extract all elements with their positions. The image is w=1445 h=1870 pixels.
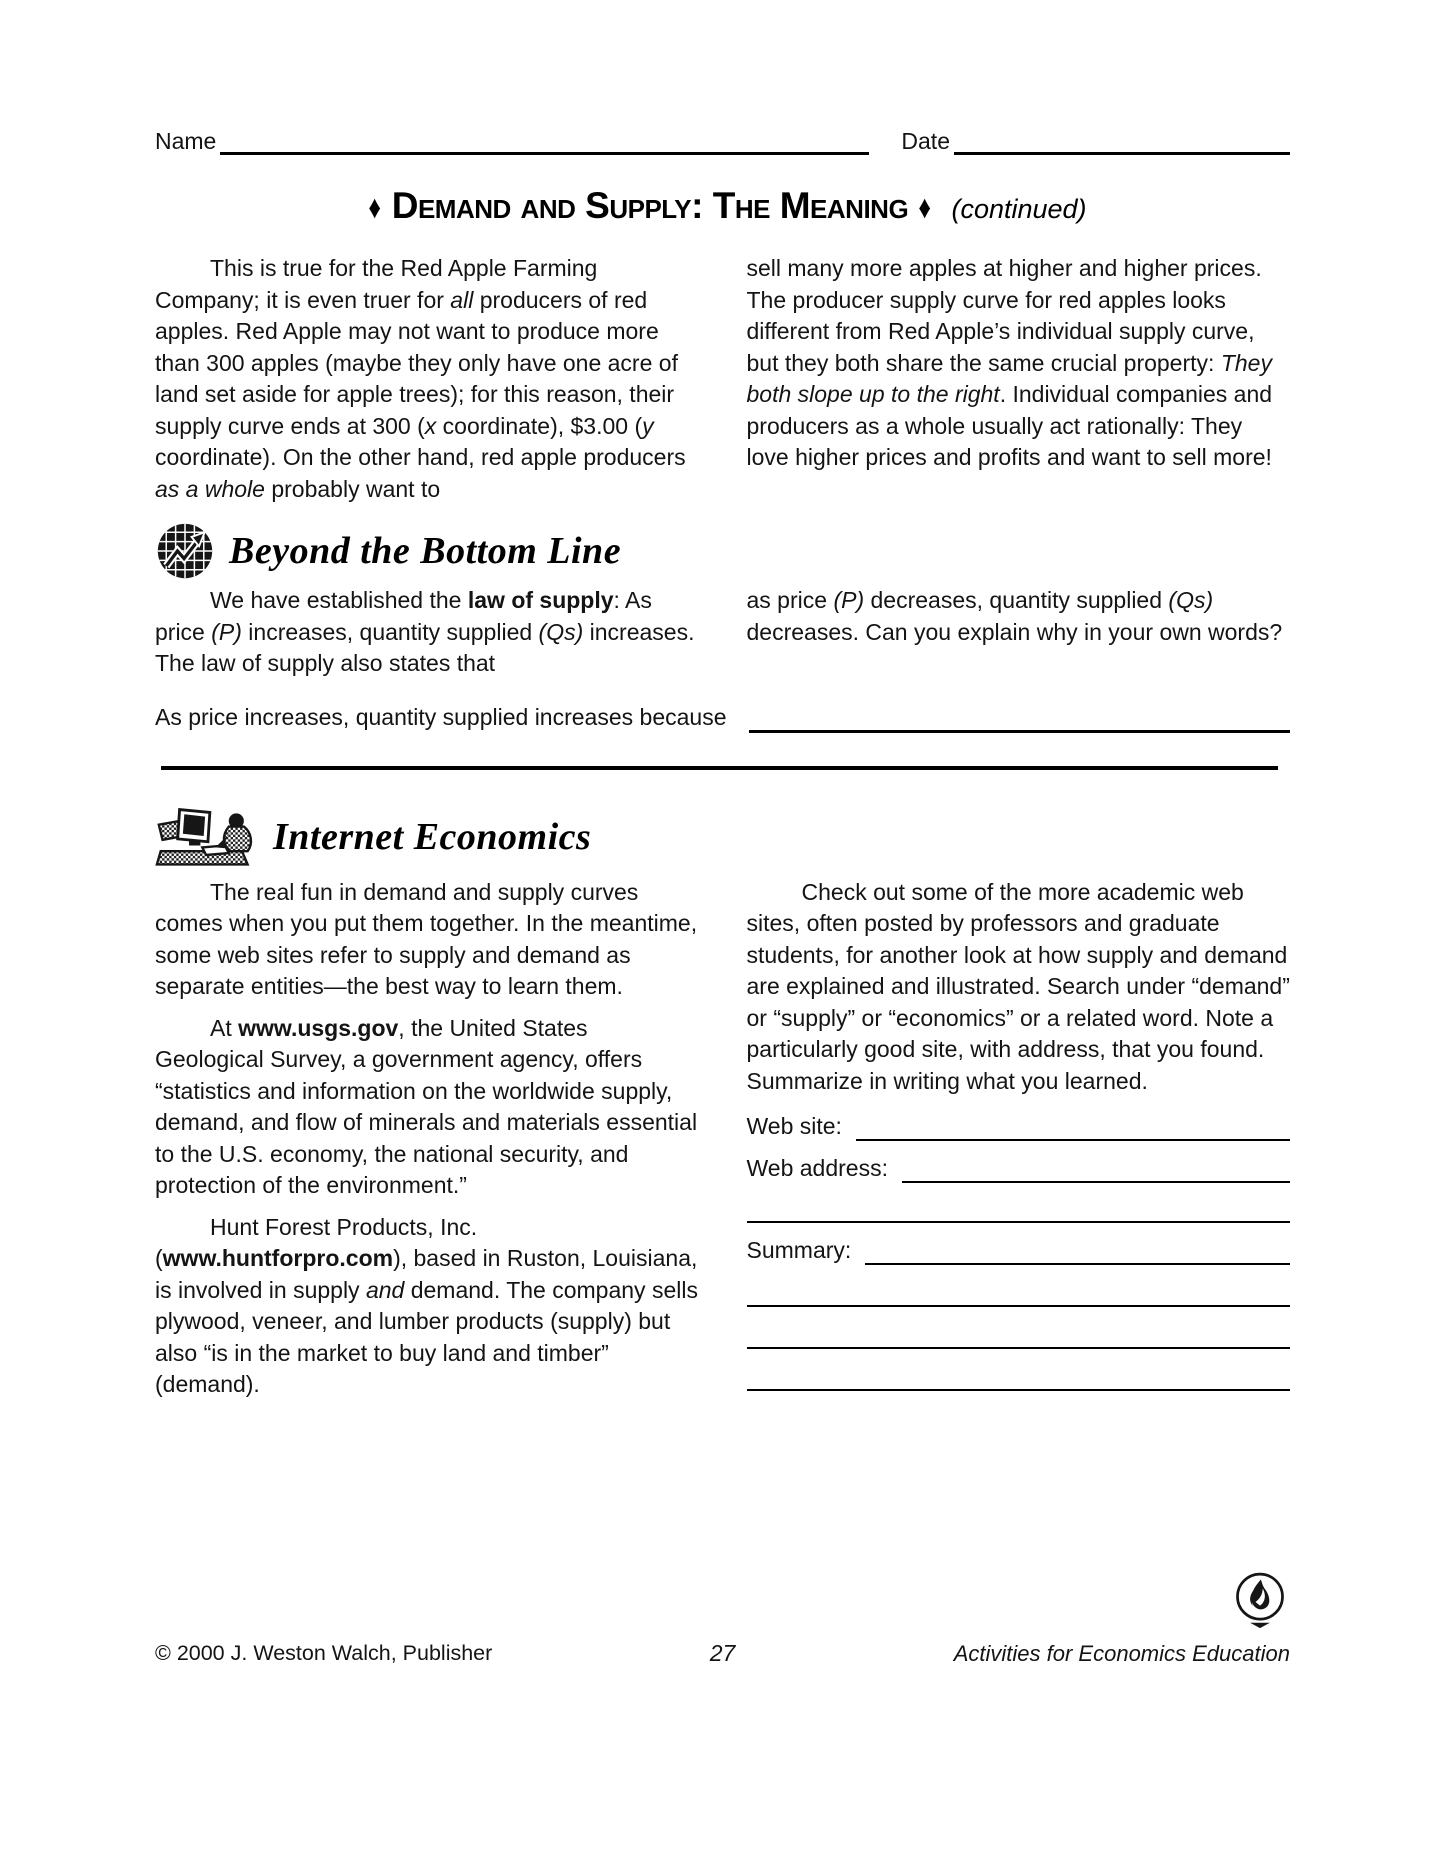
section-heading-beyond-bottom-line: Beyond the Bottom Line bbox=[229, 530, 622, 572]
internet-left-column bbox=[155, 877, 699, 1401]
summary-label: Summary: bbox=[746, 1237, 852, 1263]
internet-right-column bbox=[747, 877, 1291, 1401]
web-address-blank-line[interactable] bbox=[902, 1157, 1290, 1183]
answer-blank-line[interactable] bbox=[747, 1265, 1291, 1307]
law-of-supply-section bbox=[155, 585, 1290, 680]
date-label: Date bbox=[901, 128, 950, 154]
law-left-paragraph: We have established the law of supply: As price (P) increases, quantity supplied (Qs) increases. The law of supply also states that bbox=[155, 587, 695, 676]
intro-right-paragraph: sell many more apples at higher and higher prices. The producer supply curve for red apples looks different from Red Apple’s individual supply curve, but they both share the same crucial property: They both slope up to the right. Individual companies and producers as a whole usually act rationally: They love higher prices and profits and want to sell more! bbox=[746, 255, 1273, 470]
internet-left-paragraph-2: At www.usgs.gov, the United States Geological Survey, a government agency, offers “statistics and information on the worldwide supply, demand, and flow of minerals and materials essential to the U.S. economy, the national security, and protection of the environment.” bbox=[155, 1014, 698, 1198]
web-site-blank-line[interactable] bbox=[856, 1115, 1290, 1141]
internet-economics-section bbox=[155, 877, 1290, 1401]
web-site-row bbox=[747, 1103, 1291, 1141]
globe-chart-icon bbox=[155, 521, 215, 581]
page-title-text: Demand and Supply: The Meaning bbox=[391, 185, 909, 226]
fill-in-prompt-row bbox=[155, 700, 1290, 733]
answer-blank-line[interactable] bbox=[161, 766, 1278, 770]
summary-row bbox=[747, 1223, 1291, 1265]
footer-page-number: 27 bbox=[709, 1640, 736, 1666]
law-right-paragraph: as price (P) decreases, quantity supplied (Qs) decreases. Can you explain why in your own words? bbox=[746, 587, 1283, 645]
intro-left-paragraph: This is true for the Red Apple Farming Company; it is even truer for all producers of red apples. Red Apple may not want to produce more than 300 apples (maybe they only have one acre of land set aside for apple trees); for this reason, their supply curve ends at 300 (x coordinate), $3.00 (y coordinate). On the other hand, red apple producers as a whole probably want to bbox=[155, 255, 686, 502]
walch-torch-logo-icon bbox=[1233, 1570, 1287, 1639]
diamond-icon: ♦ bbox=[918, 188, 932, 226]
web-address-label: Web address: bbox=[746, 1155, 888, 1181]
name-date-row bbox=[155, 0, 1290, 155]
page-title-continued: (continued) bbox=[951, 194, 1087, 224]
section-heading-internet-economics: Internet Economics bbox=[273, 815, 592, 858]
name-label: Name bbox=[155, 128, 217, 154]
diamond-icon: ♦ bbox=[368, 188, 382, 226]
answer-blank-line[interactable] bbox=[749, 700, 1291, 733]
computer-person-icon bbox=[155, 803, 259, 871]
internet-left-paragraph-1: The real fun in demand and supply curves comes when you put them together. In the meantime, some web sites refer to supply and demand as separate entities—the best way to learn them. bbox=[155, 878, 698, 999]
intro-section bbox=[155, 253, 1290, 505]
web-site-label: Web site: bbox=[746, 1113, 842, 1139]
name-blank-line[interactable] bbox=[220, 126, 869, 155]
internet-left-paragraph-3: Hunt Forest Products, Inc. (www.huntforpro.com), based in Ruston, Louisiana, is involved in supply and demand. The company sells plywood, veneer, and lumber products (supply) but also “is in the market to buy land and timber” (demand). bbox=[155, 1213, 698, 1397]
section-internet-economics-heading bbox=[155, 803, 1290, 871]
footer-copyright: © 2000 J. Weston Walch, Publisher bbox=[155, 1641, 493, 1665]
internet-right-paragraph: Check out some of the more academic web sites, often posted by professors and graduate students, for another look at how supply and demand are explained and illustrated. Search under “demand” or “supply” or “economics” or a related word. Note a particularly good site, with address, that you found. Summarize in writing what you learned. bbox=[746, 878, 1290, 1094]
fill-in-prompt-label: As price increases, quantity supplied increases because bbox=[155, 703, 727, 730]
answer-blank-line[interactable] bbox=[747, 1307, 1291, 1349]
date-blank-line[interactable] bbox=[954, 126, 1290, 155]
section-beyond-bottom-line-heading bbox=[155, 521, 1290, 581]
answer-blank-line[interactable] bbox=[747, 1349, 1291, 1391]
answer-blank-line[interactable] bbox=[747, 1183, 1291, 1223]
web-address-row bbox=[747, 1141, 1291, 1183]
page-title bbox=[155, 185, 1290, 227]
footer-series-title: Activities for Economics Education bbox=[953, 1641, 1290, 1666]
summary-blank-line[interactable] bbox=[865, 1239, 1290, 1265]
